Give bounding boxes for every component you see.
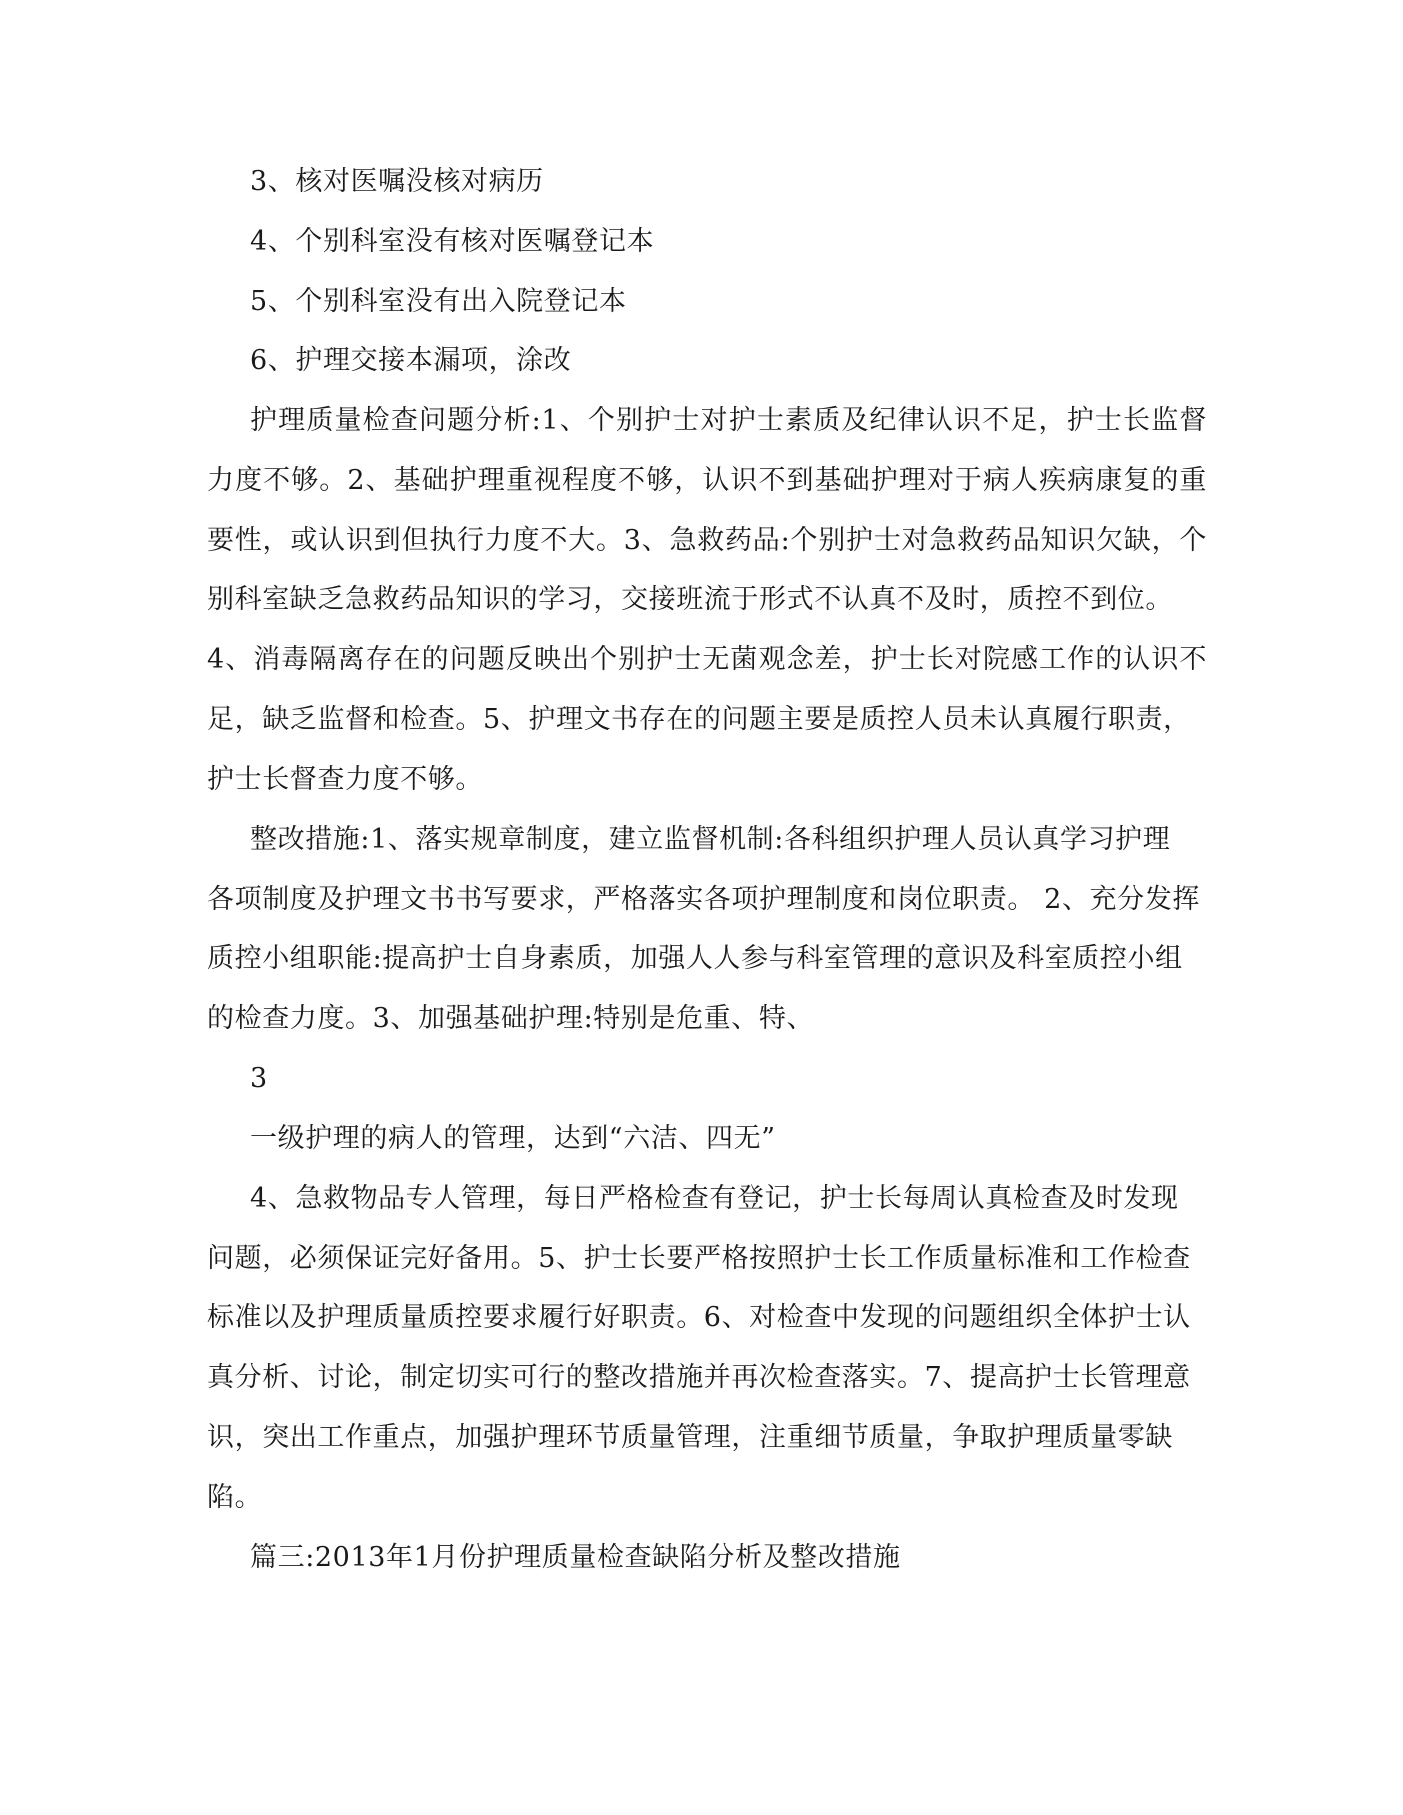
paragraph-line: 各项制度及护理文书书写要求，严格落实各项护理制度和岗位职责。 2、充分发挥 bbox=[207, 884, 1200, 915]
paragraph-line: 识，突出工作重点，加强护理环节质量管理，注重细节质量，争取护理质量零缺 bbox=[207, 1422, 1173, 1453]
section-heading: 篇三:2013年1月份护理质量检查缺陷分析及整改措施 bbox=[250, 1542, 901, 1573]
page-number: 3 bbox=[250, 1063, 268, 1094]
continuation-line: 一级护理的病人的管理，达到“六洁、四无” bbox=[250, 1123, 776, 1154]
list-item: 4、个别科室没有核对医嘱登记本 bbox=[250, 226, 655, 257]
paragraph-line: 力度不够。2、基础护理重视程度不够，认识不到基础护理对于病人疾病康复的重 bbox=[207, 465, 1207, 496]
paragraph-line: 足，缺乏监督和检查。5、护理文书存在的问题主要是质控人员未认真履行职责， bbox=[207, 704, 1191, 735]
paragraph-line: 质控小组职能:提高护士自身素质，加强人人参与科室管理的意识及科室质控小组 bbox=[207, 943, 1183, 974]
paragraph-line: 别科室缺乏急救药品知识的学习，交接班流于形式不认真不及时，质控不到位。 bbox=[207, 584, 1173, 615]
paragraph-line: 4、急救物品专人管理，每日严格检查有登记，护士长每周认真检查及时发现 bbox=[250, 1183, 1179, 1214]
list-item: 5、个别科室没有出入院登记本 bbox=[250, 286, 627, 317]
paragraph-line: 的检查力度。3、加强基础护理:特别是危重、特、 bbox=[207, 1003, 815, 1034]
paragraph-line: 整改措施:1、落实规章制度，建立监督机制:各科组织护理人员认真学习护理 bbox=[250, 824, 1171, 855]
list-item: 3、核对医嘱没核对病历 bbox=[250, 166, 544, 197]
paragraph-line: 护理质量检查问题分析:1、个别护士对护士素质及纪律认识不足，护士长监督 bbox=[250, 405, 1207, 436]
paragraph-line: 4、消毒隔离存在的问题反映出个别护士无菌观念差，护士长对院感工作的认识不 bbox=[207, 644, 1207, 675]
paragraph-line: 真分析、讨论，制定切实可行的整改措施并再次检查落实。7、提高护士长管理意 bbox=[207, 1362, 1191, 1393]
list-item: 6、护理交接本漏项，涂改 bbox=[250, 345, 572, 376]
paragraph-line: 问题，必须保证完好备用。5、护士长要严格按照护士长工作质量标准和工作检查 bbox=[207, 1243, 1191, 1274]
paragraph-line: 标准以及护理质量质控要求履行好职责。6、对检查中发现的问题组织全体护士认 bbox=[207, 1302, 1191, 1333]
paragraph-line: 要性，或认识到但执行力度不大。3、急救药品:个别护士对急救药品知识欠缺，个 bbox=[207, 525, 1207, 556]
paragraph-line: 护士长督查力度不够。 bbox=[207, 764, 483, 795]
paragraph-line: 陷。 bbox=[207, 1482, 263, 1513]
